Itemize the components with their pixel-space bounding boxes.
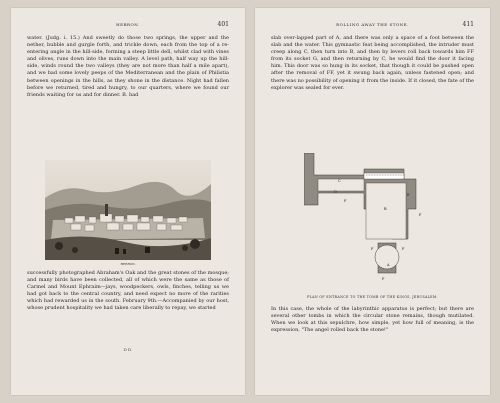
left-paragraph-bottom: successfully photographed Abraham's Oak and the great stones of the mosque; and many birds have been collected, all of which were the same as those of Carmel and Mount Ephraim—jays, woodpeckers, owls, finches, telling us we had got back to the central country, and need expect no more of the rarities which had rewarded us in the south. February 9th.—Accompanied by our host, whose prudent hospitality we had taken care liberally to repay, we started bbox=[27, 270, 229, 312]
hebron-engraving bbox=[45, 160, 211, 264]
left-running-header bbox=[27, 22, 229, 32]
left-header-title: HEBRON. bbox=[116, 22, 140, 27]
right-running-header bbox=[271, 22, 474, 32]
tomb-entrance-plan bbox=[304, 153, 444, 289]
plan-label-b: B bbox=[384, 207, 387, 211]
right-paragraph-bottom: In this case, the whole of the labyrinthic apparatus is perfect; but there are several other tombs in which the circular stone remains, though mutilated. When we look at this sepulchre, how simple, yet how full of meaning, is the expression, "The angel rolled back the stone!" bbox=[271, 306, 474, 334]
plan-label-f-base: F bbox=[382, 277, 385, 281]
right-page-number: 411 bbox=[462, 21, 474, 28]
left-signature-mark: D D. bbox=[123, 347, 133, 352]
plan-label-f-bottom-left: F bbox=[371, 247, 374, 251]
figure-caption: HEBRON. bbox=[120, 262, 136, 266]
left-paragraph-top: water. (Judg. i. 15.) And sweetly do those two springs, the upper and the nether, bubble and gurgle forth, and trickle down, each from the top of a re-entering angle in the hill-side, forming a steep little dell, whilst clad with vines and olives, runs down into the main valley. A level path, half way up the hill-side, winds round the two valleys (they are not more than half a mile apart), and we had some lovely peeps of the Mediterranean and the plain of Philistia between openings in the hills, as they shone in the distance. Night had fallen before we returned, tired and hungry, to our quarters, where we found our friends waiting for us and for dinner. B. had bbox=[27, 35, 229, 98]
left-page-number: 401 bbox=[217, 21, 229, 28]
hebron-illustration bbox=[45, 160, 211, 264]
plan-label-d: D bbox=[334, 190, 337, 194]
plan-label-f-right: F bbox=[419, 213, 422, 217]
tomb-plan-drawing bbox=[304, 153, 444, 289]
right-page bbox=[255, 8, 490, 395]
left-page bbox=[11, 8, 245, 395]
right-header-title: ROLLING AWAY THE STONE. bbox=[336, 22, 409, 27]
plan-label-a: A bbox=[387, 263, 390, 267]
plan-caption: PLAN OF ENTRANCE TO THE TOMB OF THE KINGS, JERUSALEM. bbox=[307, 295, 438, 299]
plan-label-c: C bbox=[338, 179, 341, 183]
plan-label-f-bottom-right: F bbox=[402, 247, 405, 251]
right-paragraph-top: slab over-lapped part of A, and there was only a space of a foot between the slab and the water. This gymnastic feat being accomplished, the intruder must creep along C, then turn into B, and then by levers roll back towards him FF from its socket G, and then returning by C, he would find the door it facing him. This door was so hung in its socket, that though it could be pushed open after the removal of FF, yet it swung back again, unless fastened open; and there was no possibility of opening it from the inside. If it closed, the fate of the explorer was sealed for ever. bbox=[271, 35, 474, 91]
plan-label-f-left: F bbox=[344, 199, 347, 203]
plan-label-e: E bbox=[407, 193, 410, 197]
